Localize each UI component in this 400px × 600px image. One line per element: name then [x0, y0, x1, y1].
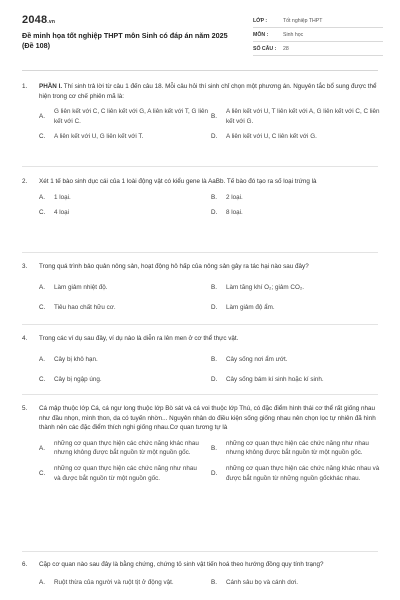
- option-text: những cơ quan thực hiện các chức năng khác nhau nhưng không được bắt nguồn từ một nguồn gốc.: [54, 439, 199, 457]
- option-text: Cây sống bám kí sinh hoặc kí sinh.: [226, 376, 324, 384]
- option-letter: B.: [211, 283, 217, 291]
- meta-label: SỐ CÂU :: [253, 45, 277, 52]
- option-c[interactable]: [39, 208, 211, 218]
- option-letter: A.: [39, 112, 45, 120]
- options: [39, 439, 378, 483]
- question-1: [22, 82, 378, 142]
- question-text: Cá mập thuộc lớp Cá, cá ngư long thuộc lớp Bò sát và cá voi thuộc lớp Thú, có đặc điểm hình thái cơ thể rất giống nhau như đầu nhọn, mình thon, da có tuyến nhờn... Nguyên nhân do điều kiện sống giống nhau nên chọn lọc tự nhiên đã hình thành nên các đặc điểm thích nghi giống nhau.Cơ quan tương tự là: [39, 405, 376, 432]
- meta-row-count: [253, 42, 383, 56]
- option-letter: C.: [39, 209, 46, 217]
- meta-value: 28: [283, 45, 289, 52]
- option-letter: A.: [39, 283, 45, 291]
- question-number: 1.: [22, 83, 28, 90]
- question-number: 4.: [22, 335, 28, 342]
- question-number: 3.: [22, 263, 28, 270]
- meta-value: Tốt nghiệp THPT: [283, 17, 323, 24]
- option-text: Làm giảm độ ẩm.: [226, 304, 275, 312]
- option-b[interactable]: [211, 283, 383, 293]
- document-title: Đề minh họa tốt nghiệp THPT môn Sinh có đáp án năm 2025 (Đề 108): [22, 31, 228, 50]
- option-a[interactable]: [39, 283, 211, 293]
- option-text: 1 loại.: [54, 193, 71, 201]
- logo-text: 2048: [22, 14, 48, 26]
- option-letter: B.: [211, 193, 217, 201]
- option-letter: D.: [211, 376, 218, 384]
- option-text: Làm tăng khí O₂; giảm CO₂.: [226, 283, 305, 291]
- question-body: Thí sinh trả lời từ câu 1 đến câu 18. Mỗi câu hỏi thí sinh chỉ chọn một phương án. Nguyên tắc bổ sung được thể hiện trong cơ chế phiên mã là:: [39, 83, 377, 100]
- question-text: Cặp cơ quan nào sau đây là bằng chứng, chứng tỏ sinh vật tiến hoá theo hướng đồng quy tính trạng?: [39, 561, 324, 568]
- option-a[interactable]: [39, 439, 211, 458]
- option-letter: A.: [39, 355, 45, 363]
- option-text: G liên kết với C, C liên kết với G, A liên kết với T, G liên kết với C.: [54, 108, 209, 125]
- option-letter: B.: [211, 355, 217, 363]
- option-letter: B.: [211, 444, 217, 452]
- option-a[interactable]: [39, 578, 211, 588]
- option-d[interactable]: [211, 303, 383, 313]
- options: [39, 578, 378, 588]
- option-letter: A.: [39, 578, 45, 586]
- question-text: Trong các ví dụ sau đây, ví dụ nào là diễn ra lên men ở cơ thể thực vật.: [39, 335, 239, 342]
- question-divider: [22, 324, 378, 325]
- option-text: A liên kết với U, G liên kết với T.: [54, 133, 144, 141]
- option-letter: B.: [211, 112, 217, 120]
- logo-suffix: .vn: [47, 19, 56, 25]
- option-text: 4 loại: [54, 209, 70, 217]
- option-letter: C.: [39, 133, 46, 141]
- option-a[interactable]: [39, 193, 211, 203]
- question-text: [39, 82, 378, 101]
- meta-row-class: [253, 14, 383, 28]
- option-text: Cây sống nơi ẩm ướt.: [226, 355, 288, 363]
- options: [39, 283, 378, 313]
- option-letter: D.: [211, 304, 218, 312]
- document-header: [0, 0, 400, 66]
- option-letter: D.: [211, 209, 218, 217]
- meta-label: MÔN :: [253, 31, 269, 38]
- option-letter: C.: [39, 304, 46, 312]
- option-text: Cây bị khô hạn.: [54, 355, 98, 363]
- option-text: Tiêu hao chất hữu cơ.: [54, 304, 116, 312]
- question-number: 6.: [22, 561, 28, 568]
- question-number: 2.: [22, 178, 28, 185]
- option-text: Làm giảm nhiệt độ.: [54, 283, 108, 291]
- options: [39, 355, 378, 385]
- document-meta: [253, 14, 383, 56]
- option-b[interactable]: [211, 578, 383, 588]
- option-d[interactable]: [211, 132, 383, 142]
- option-letter: A.: [39, 193, 45, 201]
- option-d[interactable]: [211, 464, 383, 483]
- option-text: Cây bị ngập úng.: [54, 376, 102, 384]
- meta-value: Sinh học: [283, 31, 304, 38]
- option-letter: D.: [211, 469, 218, 477]
- question-4: [22, 334, 378, 385]
- option-text: những cơ quan thực hiện các chức năng như nhau và được bắt nguồn từ một nguồn gốc.: [54, 464, 197, 482]
- option-text: 8 loại.: [226, 209, 243, 217]
- question-5: [22, 404, 378, 483]
- question-text: Xét 1 tế bào sinh dục cái của 1 loài động vật có kiểu gene là AaBb. Tế bào đó tạo ra số loại trứng là: [39, 178, 317, 185]
- option-b[interactable]: [211, 355, 383, 365]
- option-letter: D.: [211, 133, 218, 141]
- question-divider: [22, 252, 378, 253]
- option-letter: C.: [39, 376, 46, 384]
- option-letter: B.: [211, 578, 217, 586]
- option-text: những cơ quan thực hiện các chức năng như nhau nhưng không được bắt nguồn từ một nguồn gốc.: [226, 439, 369, 457]
- option-b[interactable]: [211, 193, 383, 203]
- question-6: [22, 560, 378, 587]
- site-logo[interactable]: [22, 14, 55, 26]
- header-divider: [22, 70, 378, 71]
- options: [39, 107, 378, 142]
- question-divider: [22, 166, 378, 167]
- question-number: 5.: [22, 405, 28, 412]
- option-c[interactable]: [39, 375, 211, 385]
- option-text: A liên kết với U, C liên kết với G.: [226, 133, 317, 141]
- option-letter: C.: [39, 469, 46, 477]
- option-b[interactable]: [211, 439, 383, 458]
- option-a[interactable]: [39, 107, 211, 126]
- option-c[interactable]: [39, 464, 211, 483]
- option-c[interactable]: [39, 132, 211, 142]
- option-text: Ruột thừa của người và ruột tịt ở động vật.: [54, 578, 174, 586]
- question-3: [22, 262, 378, 313]
- option-b[interactable]: [211, 107, 383, 126]
- meta-row-subject: [253, 28, 383, 42]
- option-text: những cơ quan thực hiện các chức năng khác nhau và được bắt nguồn từ những nguồn gốckhác nhau.: [226, 464, 380, 482]
- question-text: Trong quá trình bảo quản nông sản, hoạt động hô hấp của nông sản gây ra tác hại nào sau đây?: [39, 263, 309, 270]
- option-text: 2 loại.: [226, 193, 243, 201]
- question-2: [22, 177, 378, 218]
- question-divider: [22, 394, 378, 395]
- question-divider: [22, 551, 378, 552]
- option-d[interactable]: [211, 375, 383, 385]
- option-a[interactable]: [39, 355, 211, 365]
- option-text: Cánh sâu bọ và cánh dơi.: [226, 578, 299, 586]
- options: [39, 193, 378, 218]
- option-c[interactable]: [39, 303, 211, 313]
- option-letter: A.: [39, 444, 45, 452]
- option-d[interactable]: [211, 208, 383, 218]
- option-text: A liên kết với U, T liên kết với A, G liên kết với C, C liên kết với G.: [226, 108, 380, 125]
- part-label: PHẦN I.: [39, 83, 63, 90]
- meta-label: LỚP :: [253, 17, 268, 24]
